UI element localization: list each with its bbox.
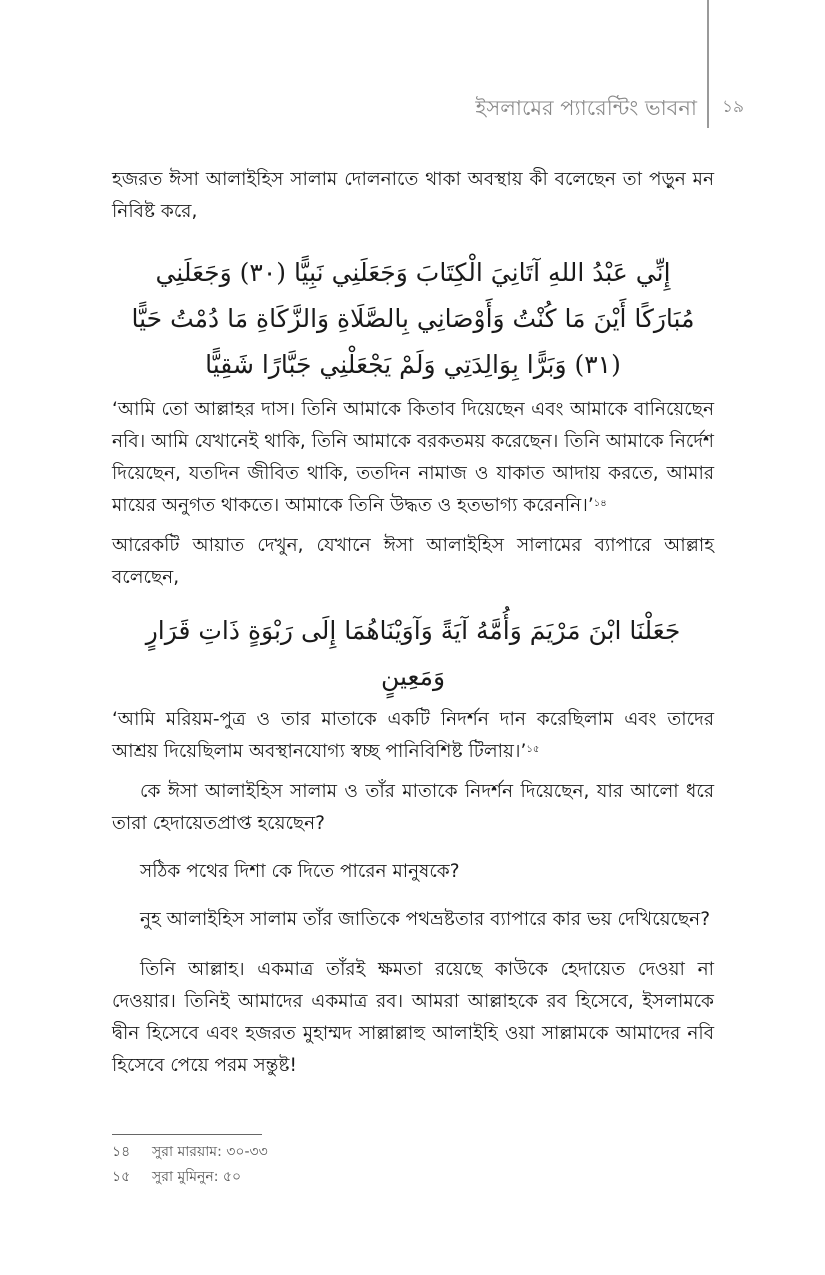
footnote-text: সুরা মুমিনুন: ৫০ [152,1169,242,1185]
translation-2-text: ‘আমি মরিয়ম-পুত্র ও তার মাতাকে একটি নিদর্শন দান করেছিলাম এবং তাদের আশ্রয় দিয়েছিলাম অবস্থানযোগ্য স্বচ্ছ পানিবিশিষ্ট টিলায়।’ [112,709,714,762]
footnote-ref-15[interactable]: ১৫ [526,744,540,755]
header-divider [707,0,709,128]
footnote-number: ১৫ [112,1169,131,1185]
footnote-14 [112,1140,268,1165]
page-number: ১৯ [722,97,745,117]
arabic-line: جَعَلْنَا ابْنَ مَرْيَمَ وَأُمَّهُ آيَةً وَآوَيْنَاهُمَا إِلَى رَبْوَةٍ ذَاتِ قَرَارٍ [145,616,681,645]
arabic-verse-1 [112,250,714,388]
footnote-ref-14[interactable]: ১৪ [593,498,607,509]
footnote-divider [112,1134,262,1135]
question-2: সঠিক পথের দিশা কে দিতে পারেন মানুষকে? [140,861,460,882]
arabic-line: (٣١) وَبَرًّا بِوَالِدَتِي وَلَمْ يَجْعَلْنِي جَبَّارًا شَقِيًّا [205,350,621,379]
footnotes [112,1140,268,1190]
arabic-line: وَمَعِينٍ [380,662,446,691]
question-1: কে ঈসা আলাইহিস সালাম ও তাঁর মাতাকে নিদর্শন দিয়েছেন, যার আলো ধরে তারা হেদায়েতপ্রাপ্ত হয়েছেন? [112,781,714,834]
translation-2 [112,704,714,768]
footnote-number: ১৪ [112,1144,131,1160]
question-3: নুহ আলাইহিস সালাম তাঁর জাতিকে পথভ্রষ্টতার ব্যাপারে কার ভয় দেখিয়েছেন? [140,909,711,930]
running-title: ইসলামের প্যারেন্টিং ভাবনা [475,96,697,120]
intro-paragraph: হজরত ঈসা আলাইহিস সালাম দোলনাতে থাকা অবস্থায় কী বলেছেন তা পড়ুন মন নিবিষ্ট করে, [112,169,714,222]
footnote-text: সুরা মারয়াম: ৩০-৩৩ [152,1144,268,1160]
arabic-line: إِنِّي عَبْدُ اللهِ آتَانِيَ الْكِتَابَ وَجَعَلَنِي نَبِيًّا (٣٠) وَجَعَلَنِي [155,258,671,287]
footnote-15 [112,1165,268,1190]
translation-1-text: ‘আমি তো আল্লাহর দাস। তিনি আমাকে কিতাব দিয়েছেন এবং আমাকে বানিয়েছেন নবি। আমি যেখানেই থাকি, তিনি আমাকে বরকতময় করেছেন। তিনি আমাকে নির্দেশ দিয়েছেন, যতদিন জীবিত থাকি, ততদিন নামাজ ও যাকাত আদায় করতে, আমার মায়ের অনুগত থাকতে। আমাকে তিনি উদ্ধত ও হতভাগ্য করেননি।’ [112,399,714,516]
arabic-verse-2 [112,608,714,700]
conclusion-paragraph: তিনি আল্লাহ। একমাত্র তাঁরই ক্ষমতা রয়েছে কাউকে হেদায়েত দেওয়া না দেওয়ার। তিনিই আমাদের একমাত্র রব। আমরা আল্লাহকে রব হিসেবে, ইসলামকে দ্বীন হিসেবে এবং হজরত মুহাম্মদ সাল্লাল্লাহু আলাইহি ওয়া সাল্লামকে আমাদের নবি হিসেবে পেয়ে পরম সন্তুষ্ট! [112,959,714,1076]
translation-1 [112,394,714,522]
arabic-line: مُبَارَكًا أَيْنَ مَا كُنْتُ وَأَوْصَانِي بِالصَّلَاةِ وَالزَّكَاةِ مَا دُمْتُ حَيًّا [131,304,695,333]
page-body [112,164,714,1082]
lead-paragraph-2: আরেকটি আয়াত দেখুন, যেখানে ঈসা আলাইহিস সালামের ব্যাপারে আল্লাহ বলেছেন, [112,535,714,588]
